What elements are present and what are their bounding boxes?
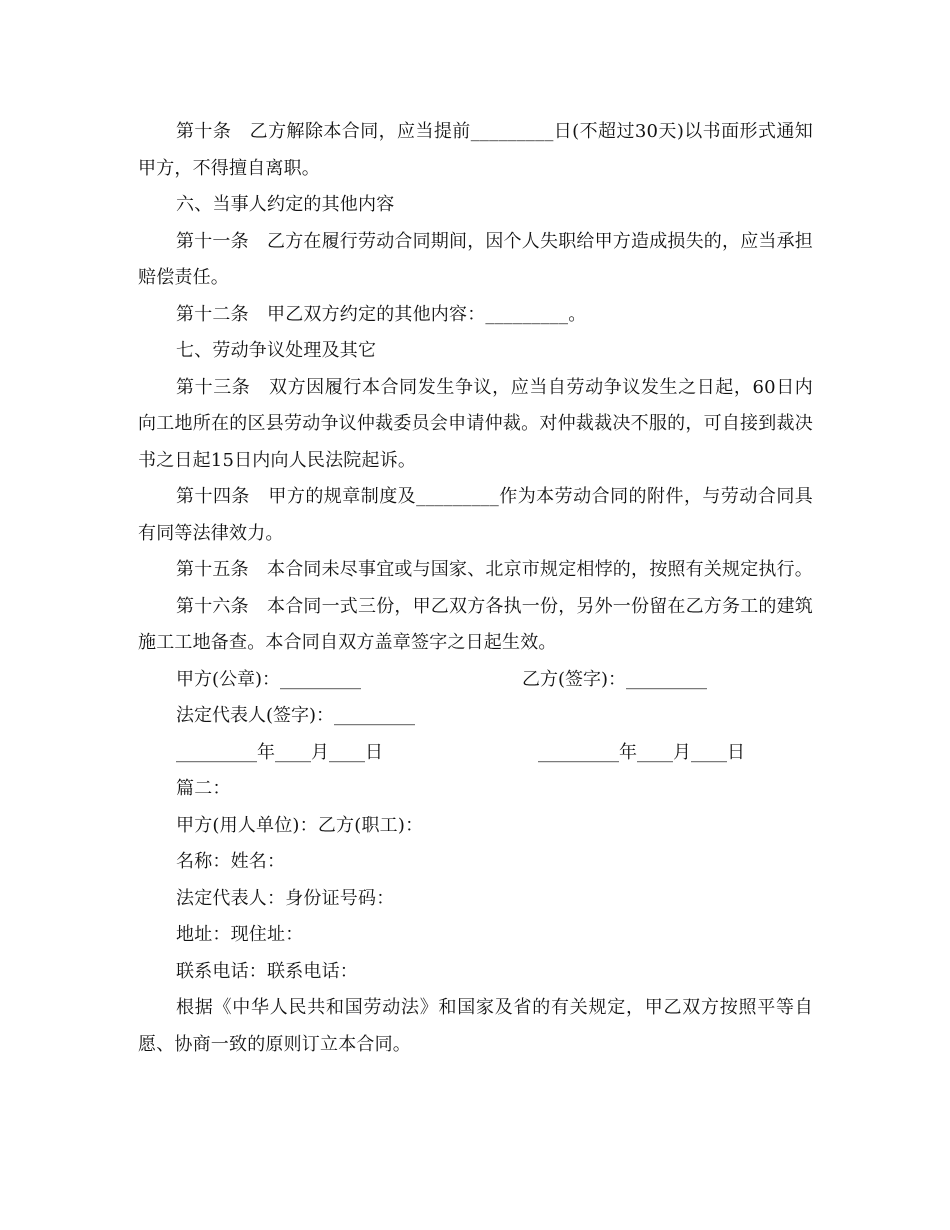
legal-rep-id-line: 法定代表人：身份证号码： bbox=[176, 887, 395, 909]
clause-11: 第十一条 乙方在履行劳动合同期间，因个人失职给甲方造成损失的，应当承担赔偿责任。 bbox=[138, 230, 813, 288]
section-6-heading: 六、当事人约定的其他内容 bbox=[176, 194, 395, 215]
clause-13: 第十三条 双方因履行本合同发生争议，应当自劳动争议发生之日起，60日内向工地所在的区县劳动争议仲裁委员会申请仲裁。对仲裁裁决不服的，可自接到裁决书之日起15日内向人民法院起诉。 bbox=[138, 376, 813, 471]
date-right-line: _________年____月____日 bbox=[538, 741, 745, 763]
preamble-paragraph: 根据《中华人民共和国劳动法》和国家及省的有关规定，甲乙双方按照平等自愿、协商一致的原则订立本合同。 bbox=[138, 997, 813, 1055]
part-two-heading: 篇二： bbox=[176, 778, 231, 799]
signature-row-legal-rep bbox=[138, 698, 813, 735]
document-body bbox=[138, 114, 813, 1063]
clause-10: 第十条 乙方解除本合同，应当提前_________日(不超过30天)以书面形式通知甲方，不得擅自离职。 bbox=[138, 121, 813, 179]
clause-12: 第十二条 甲乙双方约定的其他内容：_________。 bbox=[176, 303, 587, 325]
section-7-heading: 七、劳动争议处理及其它 bbox=[176, 340, 377, 361]
address-line: 地址：现住址： bbox=[176, 924, 304, 945]
date-left-line: _________年____月____日 bbox=[176, 741, 383, 763]
clause-16: 第十六条 本合同一式三份，甲乙双方各执一份，另外一份留在乙方务工的建筑施工工地备查。本合同自双方盖章签字之日起生效。 bbox=[138, 595, 813, 653]
legal-rep-sign-line: 法定代表人(签字)：_________ bbox=[176, 705, 416, 726]
phone-line: 联系电话：联系电话： bbox=[176, 960, 358, 982]
party-a-seal-line: 甲方(公章)：_________ bbox=[176, 668, 362, 690]
clause-14: 第十四条 甲方的规章制度及_________作为本劳动合同的附件，与劳动合同具有同等法律效力。 bbox=[138, 486, 813, 544]
clause-15: 第十五条 本合同未尽事宜或与国家、北京市规定相悖的，按照有关规定执行。 bbox=[176, 559, 813, 580]
name-line: 名称：姓名： bbox=[176, 851, 286, 872]
signature-row-dates bbox=[138, 735, 813, 772]
party-b-sign-line: 乙方(签字)：_________ bbox=[522, 668, 708, 690]
signature-row-parties bbox=[138, 662, 813, 699]
parties-line: 甲方(用人单位)：乙方(职工)： bbox=[176, 814, 424, 836]
